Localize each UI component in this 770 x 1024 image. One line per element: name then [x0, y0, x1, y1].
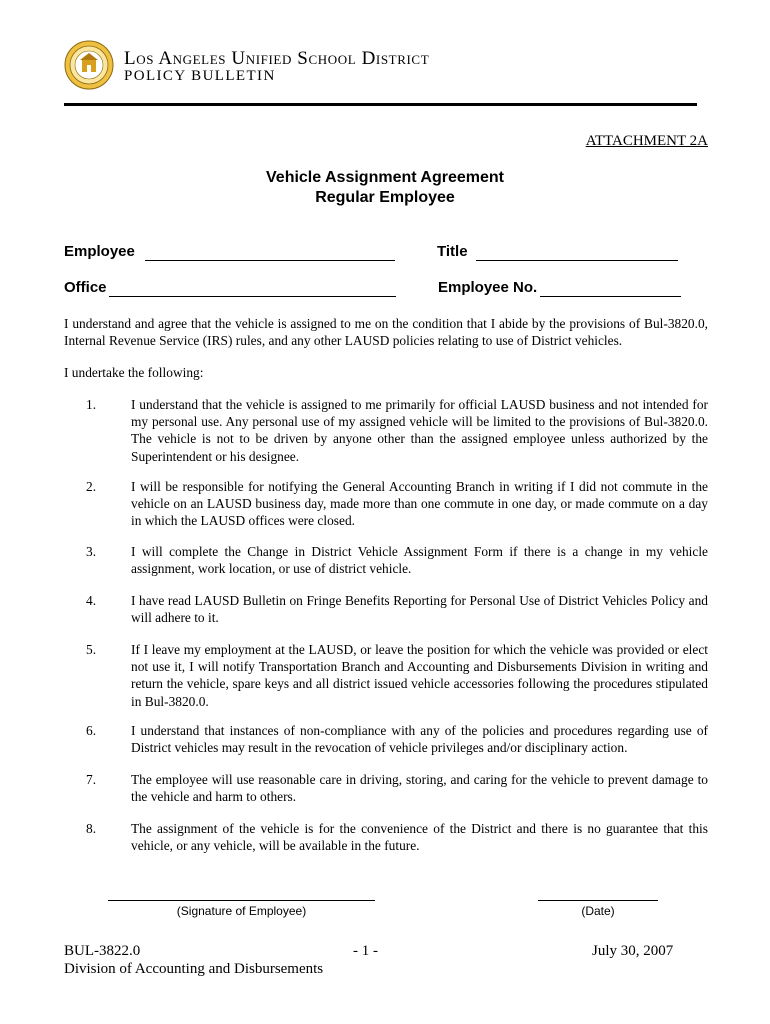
- undertake-paragraph: I undertake the following:: [64, 365, 204, 380]
- page-number: - 1 -: [353, 943, 378, 959]
- district-seal-icon: [64, 40, 114, 90]
- office-label: Office: [64, 279, 107, 296]
- attachment-label: ATTACHMENT 2A: [585, 133, 708, 149]
- bulletin-date: July 30, 2007: [592, 943, 674, 959]
- list-item-number: 6.: [86, 723, 97, 738]
- list-item: I will complete the Change in District Vehicle Assignment Form if there is a change in my vehicle assignment, work location, or use of district vehicle.: [131, 544, 708, 577]
- header-rule: [64, 103, 697, 106]
- list-item-number: 8.: [86, 821, 97, 836]
- list-item-number: 2.: [86, 479, 97, 494]
- list-item-number: 7.: [86, 772, 97, 787]
- policy-bulletin-label: POLICY BULLETIN: [124, 68, 276, 84]
- title-field[interactable]: [476, 260, 678, 261]
- employee-field[interactable]: [145, 260, 395, 261]
- list-item: The employee will use reasonable care in driving, storing, and caring for the vehicle to prevent damage to the vehicle and harm to others.: [131, 772, 708, 805]
- employee-signature-caption: (Signature of Employee): [176, 904, 307, 918]
- list-item: I understand that instances of non-compliance with any of the policies and procedures regarding use of District vehicles may result in the revocation of vehicle privileges and/or disciplinary action.: [131, 723, 708, 756]
- employee-no-field[interactable]: [540, 296, 681, 297]
- bulletin-number: BUL-3822.0: [64, 943, 141, 959]
- office-field[interactable]: [109, 296, 396, 297]
- date-field[interactable]: [538, 900, 658, 901]
- form-subtitle: Regular Employee: [315, 189, 455, 206]
- division-name: Division of Accounting and Disbursements: [64, 961, 324, 977]
- form-title: Vehicle Assignment Agreement: [266, 169, 504, 186]
- title-label: Title: [437, 243, 468, 260]
- employee-label: Employee: [64, 243, 135, 260]
- list-item-number: 3.: [86, 544, 97, 559]
- date-caption: (Date): [581, 904, 615, 918]
- intro-paragraph: I understand and agree that the vehicle is assigned to me on the condition that I abide by the provisions of Bul-3820.0, Internal Revenue Service (IRS) rules, and any other LAUSD policies relating to use of District vehicles.: [64, 316, 708, 349]
- list-item-number: 5.: [86, 642, 97, 657]
- list-item: I have read LAUSD Bulletin on Fringe Benefits Reporting for Personal Use of District Vehicles Policy and will adhere to it.: [131, 593, 708, 626]
- list-item-number: 4.: [86, 593, 97, 608]
- list-item: I understand that the vehicle is assigned to me primarily for official LAUSD business and not intended for my personal use. Any personal use of my assigned vehicle will be limited to the provisions of Bul-3820.0. The vehicle is not to be driven by anyone other than the assigned employee unless authorized by the Superintendent or his designee.: [131, 397, 708, 464]
- district-name: Los Angeles Unified School District: [124, 48, 430, 69]
- list-item: I will be responsible for notifying the General Accounting Branch in writing if I did not commute in the vehicle on an LAUSD business day, made more than one commute in one day, or made commute on a day in which the LAUSD offices were closed.: [131, 479, 708, 529]
- list-item-number: 1.: [86, 397, 97, 412]
- employee-signature-field[interactable]: [108, 900, 375, 901]
- list-item: If I leave my employment at the LAUSD, or leave the position for which the vehicle was provided or elect not use it, I will notify Transportation Branch and Accounting and Disbursements Division in writing and return the vehicle, spare keys and all district issued vehicle accessories following the procedures stipulated in Bul-3820.0.: [131, 642, 708, 709]
- list-item: The assignment of the vehicle is for the convenience of the District and there is no guarantee that this vehicle, or any vehicle, will be available in the future.: [131, 821, 708, 854]
- employee-no-label: Employee No.: [438, 279, 538, 296]
